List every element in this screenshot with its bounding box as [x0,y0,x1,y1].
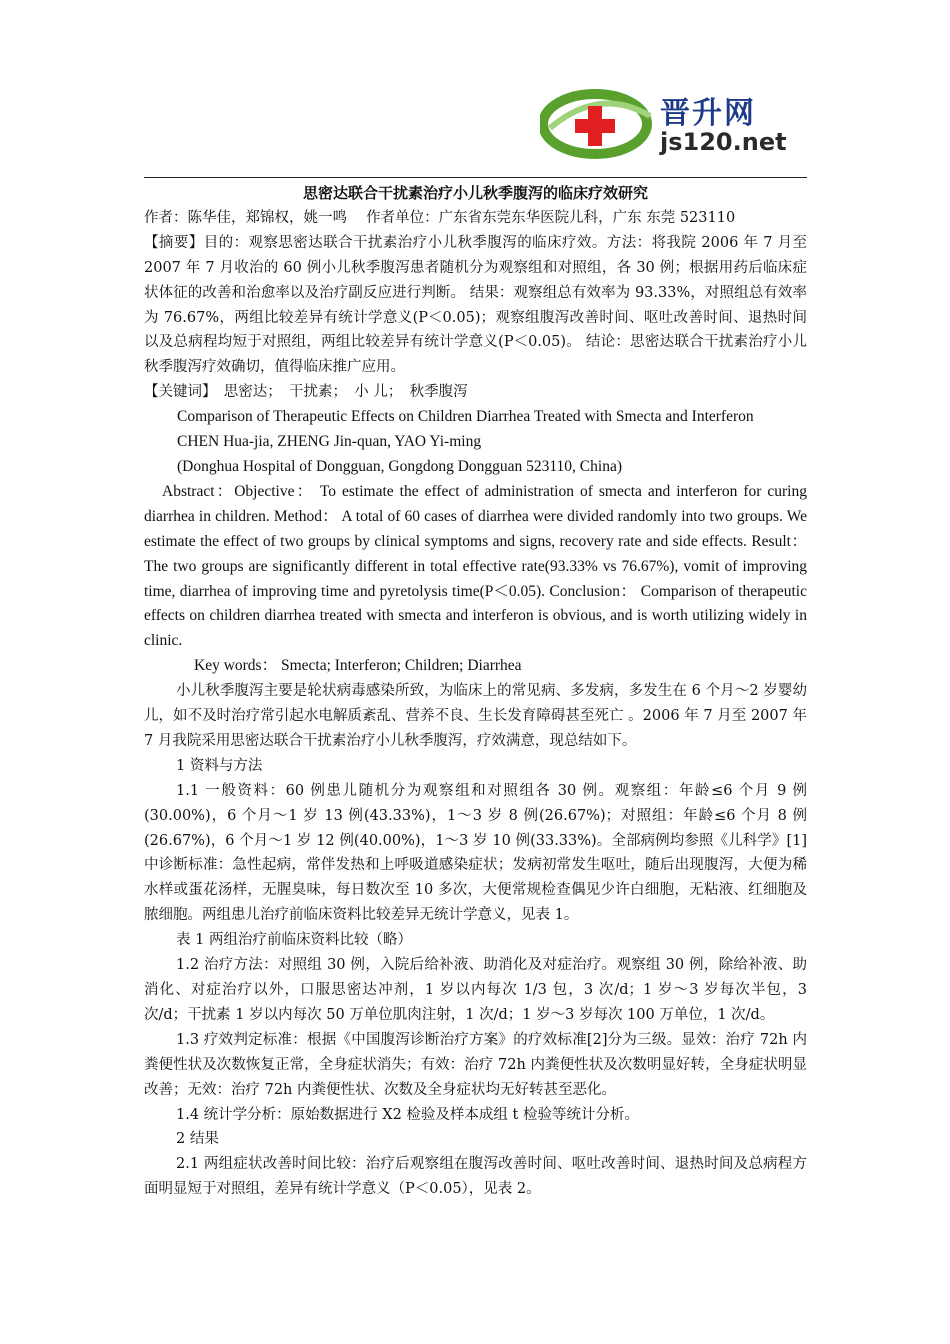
section-2-heading: 2 结果 [176,1131,219,1148]
keywords-cn: 【关键词】 思密达； 干扰素； 小 儿； 秋季腹泻 [144,384,468,401]
logo-cn-text: 晋升网 [660,96,756,131]
section-1-heading: 1 资料与方法 [176,757,263,774]
section-2-1: 2.1 两组症状改善时间比较：治疗后观察组在腹泻改善时间、呕吐改善时间、退热时间及总病程方面明显短于对照组，差异有统计学意义（P＜0.05），见表 2。 [144,1156,807,1198]
section-1-2: 1.2 治疗方法：对照组 30 例，入院后给补液、助消化及对症治疗。观察组 30 例，除给补液、助消化、对症治疗以外，口服思密达冲剂，1 岁以内每次 1/3 包，3 次/d；1 岁～3 岁每次半包，3 次/d；干扰素 1 岁以内每次 50 万单位肌肉注射，1 次/d；1 岁～3 岁每次 100 万单位，1 次/d。 [144,957,807,1023]
paper-body [144,181,807,1202]
abstract-cn: 【摘要】目的：观察思密达联合干扰素治疗小儿秋季腹泻的临床疗效。方法：将我院 2006 年 7 月至 2007 年 7 月收治的 60 例小儿秋季腹泻患者随机分为观察组和对照组，各 30 例；根据用药后临床症状体征的改善和治愈率以及治疗副反应进行判断。 结果：观察组总有效率为 93.33%，对照组总有效率为 76.67%，两组比较差异有统计学意义(P＜0.05)；观察组腹泻改善时间、呕吐改善时间、退热时间以及总病程均短于对照组，两组比较差异有统计学意义(P＜0.05)。 结论：思密达联合干扰素治疗小儿秋季腹泻疗效确切，值得临床推广应用。 [144,234,807,376]
authors-line: 作者：陈华佳，郑锦权，姚一鸣 作者单位：广东省东莞东华医院儿科，广东 东莞 523110 [144,209,736,226]
keywords-en: Key words： Smecta; Interferon; Children; Diarrhea [194,657,522,675]
header-rule [144,177,807,178]
authors-en: CHEN Hua-jia, ZHENG Jin-quan, YAO Yi-ming [177,433,482,451]
intro-paragraph: 小儿秋季腹泻主要是轮状病毒感染所致，为临床上的常见病、多发病，多发生在 6 个月～2 岁婴幼儿，如不及时治疗常引起水电解质紊乱、营养不良、生长发育障碍甚至死亡 。2006 年 7 月至 2007 年 7 月我院采用思密达联合干扰素治疗小儿秋季腹泻，疗效满意，现总结如下。 [144,683,807,749]
abstract-en: Abstract：Objective： To estimate the effect of administration of smecta and interferon for curing diarrhea in children. Method： A total of 60 cases of diarrhea were divided randomly into two groups. We estimate the effect of two groups by clinical symptoms and signs, recovery rate and side effects. Result： The two groups are significantly different in total effective rate(93.33% vs 76.67%), vomit of improving time, diarrhea of improving time and pyretolysis time(P＜0.05). Conclusion： Comparison of therapeutic effects on children diarrhea treated with smecta and interferon is obvious, and is worth utilizing widely in clinic. [144,482,807,650]
logo-en-text: js120.net [660,128,787,156]
section-1-3: 1.3 疗效判定标准：根据《中国腹泻诊断治疗方案》的疗效标准[2]分为三级。显效：治疗 72h 内粪便性状及次数恢复正常，全身症状消失；有效：治疗 72h 内粪便性状及次数明显好转，全身症状明显改善；无效：治疗 72h 内粪便性状、次数及全身症状均无好转甚至恶化。 [144,1031,807,1098]
section-1-1: 1.1 一般资料：60 例患儿随机分为观察组和对照组各 30 例。观察组：年龄≤6 个月 9 例(30.00%)，6 个月～1 岁 13 例(43.33%)，1～3 岁 8 例(26.67%)；对照组：年龄≤6 个月 8 例(26.67%)，6 个月～1 岁 12 例(40.00%)，1～3 岁 10 例(33.33%)。全部病例均参照《儿科学》[1]中诊断标准：急性起病，常伴发热和上呼吸道感染症状；发病初常发生呕吐，随后出现腹泻，大便为稀水样或蛋花汤样，无腥臭味，每日数次至 10 多次，大便常规检查偶见少许白细胞，无粘液、红细胞及脓细胞。两组患儿治疗前临床资料比较差异无统计学意义，见表 1。 [144,782,807,924]
affiliation-en: (Donghua Hospital of Dongguan, Gongdong Dongguan 523110, China) [177,457,622,475]
paper-title: 思密达联合干扰素治疗小儿秋季腹泻的临床疗效研究 [302,184,648,202]
title-en: Comparison of Therapeutic Effects on Children Diarrhea Treated with Smecta and Interferon [177,408,754,426]
section-1-4: 1.4 统计学分析：原始数据进行 X2 检验及样本成组 t 检验等统计分析。 [176,1106,639,1123]
table-1-caption: 表 1 两组治疗前临床资料比较（略） [176,932,412,949]
